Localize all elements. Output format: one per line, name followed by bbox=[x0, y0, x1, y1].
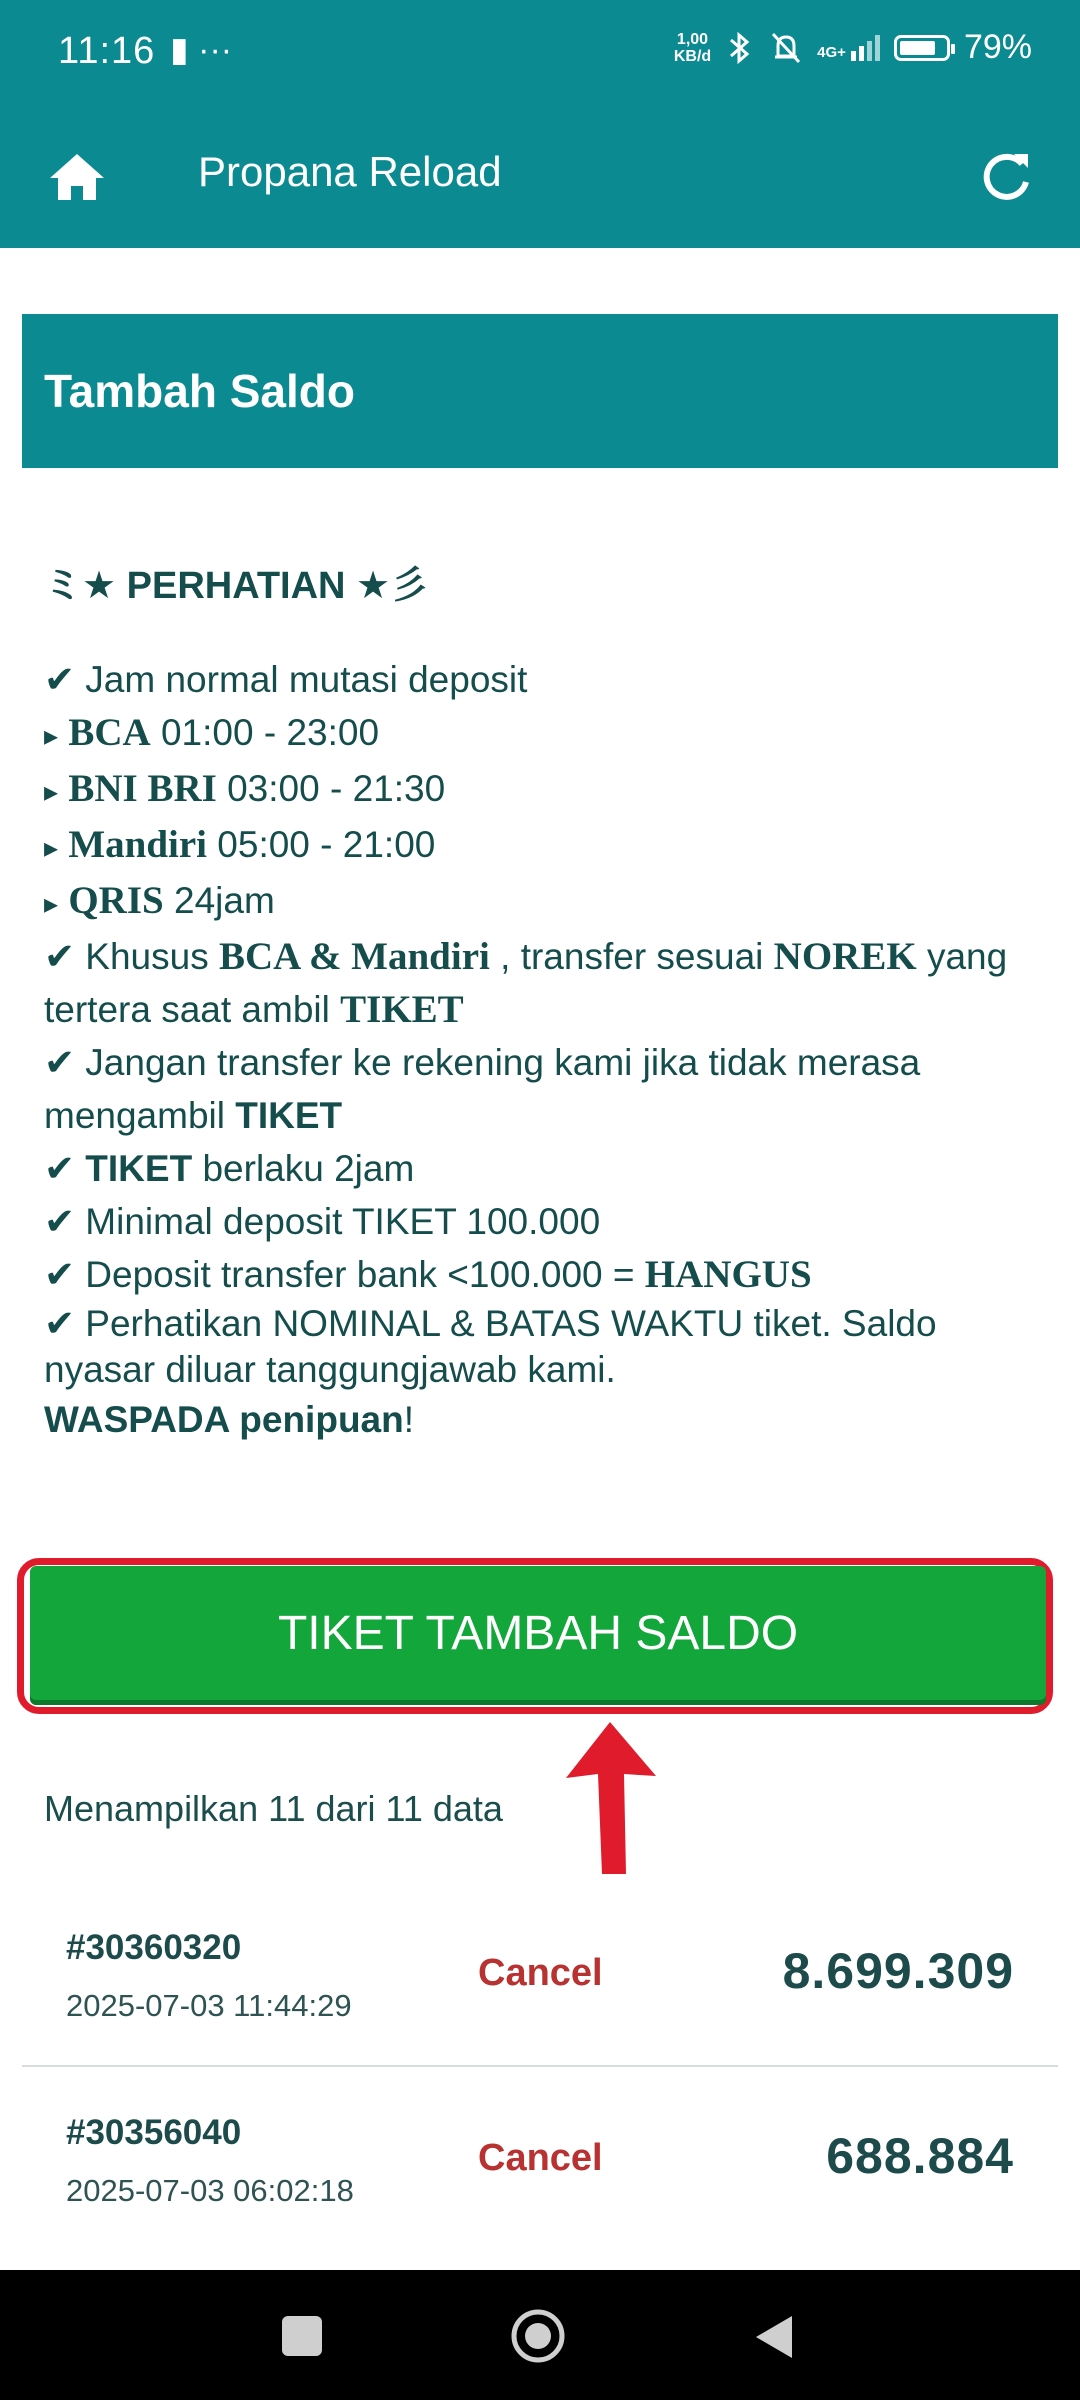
bank-name: BNI BRI bbox=[68, 767, 217, 810]
app-title: Propana Reload bbox=[198, 148, 502, 195]
notice-text: Minimal deposit TIKET 100.000 bbox=[75, 1201, 601, 1242]
list-item[interactable] bbox=[22, 2065, 1058, 2250]
network-speed bbox=[674, 31, 711, 65]
section-title: Tambah Saldo bbox=[44, 365, 355, 417]
notice-line bbox=[44, 653, 1044, 706]
recents-icon[interactable] bbox=[282, 2316, 322, 2356]
notice-bold: BCA & Mandiri bbox=[219, 935, 490, 978]
ticket-id: #30360320 bbox=[66, 1928, 242, 1967]
battery-percent: 79% bbox=[963, 28, 1032, 66]
notice-bold: NOREK bbox=[773, 935, 917, 978]
status-bar bbox=[0, 0, 1080, 108]
notice-text: Jam normal mutasi deposit bbox=[75, 659, 528, 700]
notice-bold: TIKET bbox=[85, 1148, 193, 1189]
notification-icons: ▮ ··· bbox=[170, 31, 233, 69]
notice-text: Deposit transfer bank <100.000 = bbox=[75, 1254, 645, 1295]
notice-text: Khusus bbox=[75, 936, 219, 977]
bell-muted-icon bbox=[769, 30, 803, 66]
warning-mark: ! bbox=[403, 1399, 415, 1440]
check-icon: ✔ bbox=[44, 936, 76, 977]
bank-hours: 01:00 - 23:00 bbox=[150, 712, 380, 753]
notice-line bbox=[44, 1195, 1044, 1248]
notice-text: berlaku 2jam bbox=[192, 1148, 415, 1189]
ticket-date: 2025-07-03 11:44:29 bbox=[66, 1988, 352, 2023]
status-time: 11:16 bbox=[58, 30, 156, 72]
check-icon: ✔ bbox=[44, 1148, 76, 1189]
battery-icon bbox=[894, 35, 950, 61]
check-icon: ✔ bbox=[44, 1303, 76, 1344]
refresh-icon[interactable] bbox=[974, 144, 1040, 210]
system-nav-bar bbox=[0, 2270, 1080, 2400]
notice-text: Jangan transfer ke rekening kami jika tidak merasa mengambil bbox=[44, 1042, 921, 1136]
ticket-amount: 688.884 bbox=[826, 2128, 1014, 2184]
triangle-icon: ▸ bbox=[44, 832, 59, 863]
cancel-button[interactable]: Cancel bbox=[478, 2137, 603, 2179]
triangle-icon: ▸ bbox=[44, 720, 59, 751]
check-icon: ✔ bbox=[44, 1201, 76, 1242]
bank-hours: 24jam bbox=[163, 880, 275, 921]
bank-name: BCA bbox=[68, 711, 151, 754]
warning-text: WASPADA penipuan bbox=[44, 1399, 404, 1440]
notice-text: Perhatikan NOMINAL & BATAS WAKTU tiket. Saldo nyasar diluar tanggungjawab kami. bbox=[44, 1303, 937, 1390]
notice-line bbox=[44, 818, 1044, 874]
status-right-group bbox=[674, 28, 1032, 67]
notice-text: yang tertera saat ambil bbox=[44, 936, 1008, 1030]
check-icon: ✔ bbox=[44, 1042, 76, 1083]
notice-line bbox=[44, 1248, 1044, 1301]
triangle-icon: ▸ bbox=[44, 776, 59, 807]
notice-bold: TIKET bbox=[235, 1095, 343, 1136]
battery-fill bbox=[900, 41, 935, 55]
check-icon: ✔ bbox=[44, 1254, 76, 1295]
list-summary: Menampilkan 11 dari 11 data bbox=[44, 1788, 503, 1829]
network-speed-value: 1,00 bbox=[676, 30, 709, 48]
notice-line bbox=[44, 1036, 1044, 1142]
notice-bold: HANGUS bbox=[644, 1253, 812, 1296]
tiket-tambah-saldo-button[interactable]: TIKET TAMBAH SALDO bbox=[30, 1566, 1046, 1700]
bank-name: QRIS bbox=[68, 879, 164, 922]
bluetooth-icon bbox=[725, 30, 755, 66]
notice-line bbox=[44, 874, 1044, 930]
warning-line bbox=[44, 1393, 1044, 1446]
nav-home-icon[interactable] bbox=[510, 2308, 566, 2364]
network-speed-unit: KB/d bbox=[673, 47, 712, 65]
notice-line bbox=[44, 1142, 1044, 1195]
bank-hours: 05:00 - 21:00 bbox=[207, 824, 436, 865]
arrow-up-icon bbox=[560, 1718, 660, 1878]
app-bar bbox=[0, 108, 1080, 248]
notice-line bbox=[44, 762, 1044, 818]
ticket-date: 2025-07-03 06:02:18 bbox=[66, 2173, 354, 2208]
signal-icon bbox=[817, 35, 880, 61]
bank-name: Mandiri bbox=[68, 823, 208, 866]
notice-line bbox=[44, 1301, 1044, 1393]
notice-block bbox=[44, 560, 1044, 1446]
network-type: 4G+ bbox=[817, 43, 846, 61]
section-header bbox=[22, 314, 1058, 468]
check-icon: ✔ bbox=[44, 659, 76, 700]
notice-line bbox=[44, 706, 1044, 762]
notice-line bbox=[44, 930, 1044, 1036]
notice-title: ミ★ PERHATIAN ★彡 bbox=[44, 565, 429, 607]
triangle-icon: ▸ bbox=[44, 888, 59, 919]
ticket-amount: 8.699.309 bbox=[782, 1943, 1014, 1999]
notice-bold: TIKET bbox=[340, 988, 464, 1031]
back-icon[interactable] bbox=[752, 2314, 796, 2360]
cancel-button[interactable]: Cancel bbox=[478, 1952, 603, 1994]
home-icon[interactable] bbox=[44, 144, 110, 210]
notice-text: , transfer sesuai bbox=[489, 936, 774, 977]
ticket-id: #30356040 bbox=[66, 2113, 242, 2152]
list-item[interactable] bbox=[22, 1880, 1058, 2067]
bank-hours: 03:00 - 21:30 bbox=[216, 768, 446, 809]
